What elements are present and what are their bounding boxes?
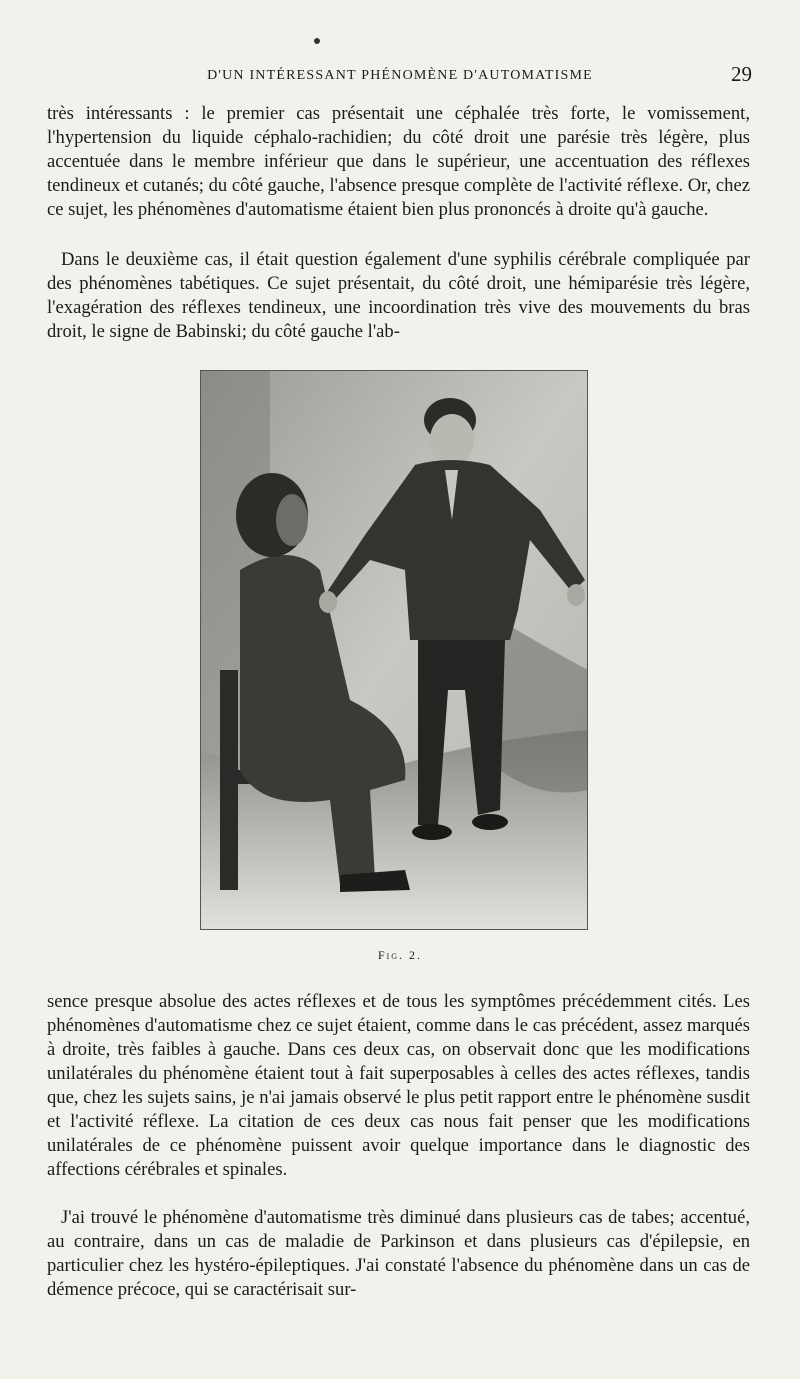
photograph-two-men <box>200 370 588 930</box>
paragraph-1: très intéressants : le premier cas présentait une céphalée très forte, le vomissement, l'hypertension du liquide céphalo-rachidien; du côté droit une parésie très légère, plus accentuée dans le membre inférieur que dans le supérieur, une accentuation des réflexes tendineux et cutanés; du côté gauche, l'absence presque complète de l'activité réflexe. Or, chez ce sujet, les phénomènes d'automatisme étaient bien plus prononcés à droite qu'à gauche. <box>47 103 750 220</box>
paragraph-2: Dans le deuxième cas, il était question également d'une syphilis cérébrale compliquée par des phénomènes tabétiques. Ce sujet présentait, du côté droit, une hémiparésie très légère, l'exagération des réflexes tendineux, une incoordination très vive des mouvements du bras droit, le signe de Babinski; du côté gauche l'ab- <box>47 249 750 342</box>
ink-dot <box>314 38 320 44</box>
running-header <box>48 62 752 88</box>
figure-caption: Fig. 2. <box>377 948 423 962</box>
paragraph-4: J'ai trouvé le phénomène d'automatisme très diminué dans plusieurs cas de tabes; accentué, au contraire, dans un cas de maladie de Parkinson et dans plusieurs cas d'épilepsie, en particulier chez les hystéro-épileptiques. J'ai constaté l'absence du phénomène dans un cas de démence précoce, qui se caractérisait sur- <box>47 1207 750 1300</box>
running-title: D'UN INTÉRESSANT PHÉNOMÈNE D'AUTOMATISME <box>207 68 593 83</box>
paragraph-3: sence presque absolue des actes réflexes et de tous les symptômes précédemment cités. Les phénomènes d'automatisme chez ce sujet étaient, comme dans le cas précédent, assez marqués à droite, très faibles à gauche. Dans ces deux cas, on observait donc que les modifications unilatérales du phénomène étaient tout à fait superposables à celles des actes réflexes, tandis que, chez les sujets sains, je n'ai jamais observé le plus petit rapport entre le phénomène susdit et l'activité réflexe. La citation de ces deux cas nous fait penser que les modifications unilatérales de ce phénomène puissent avoir quelque importance dans le diagnostic des affections cérébrales et spinales. <box>47 991 750 1180</box>
page-number: 29 <box>731 62 752 86</box>
figure-photograph <box>200 370 588 930</box>
